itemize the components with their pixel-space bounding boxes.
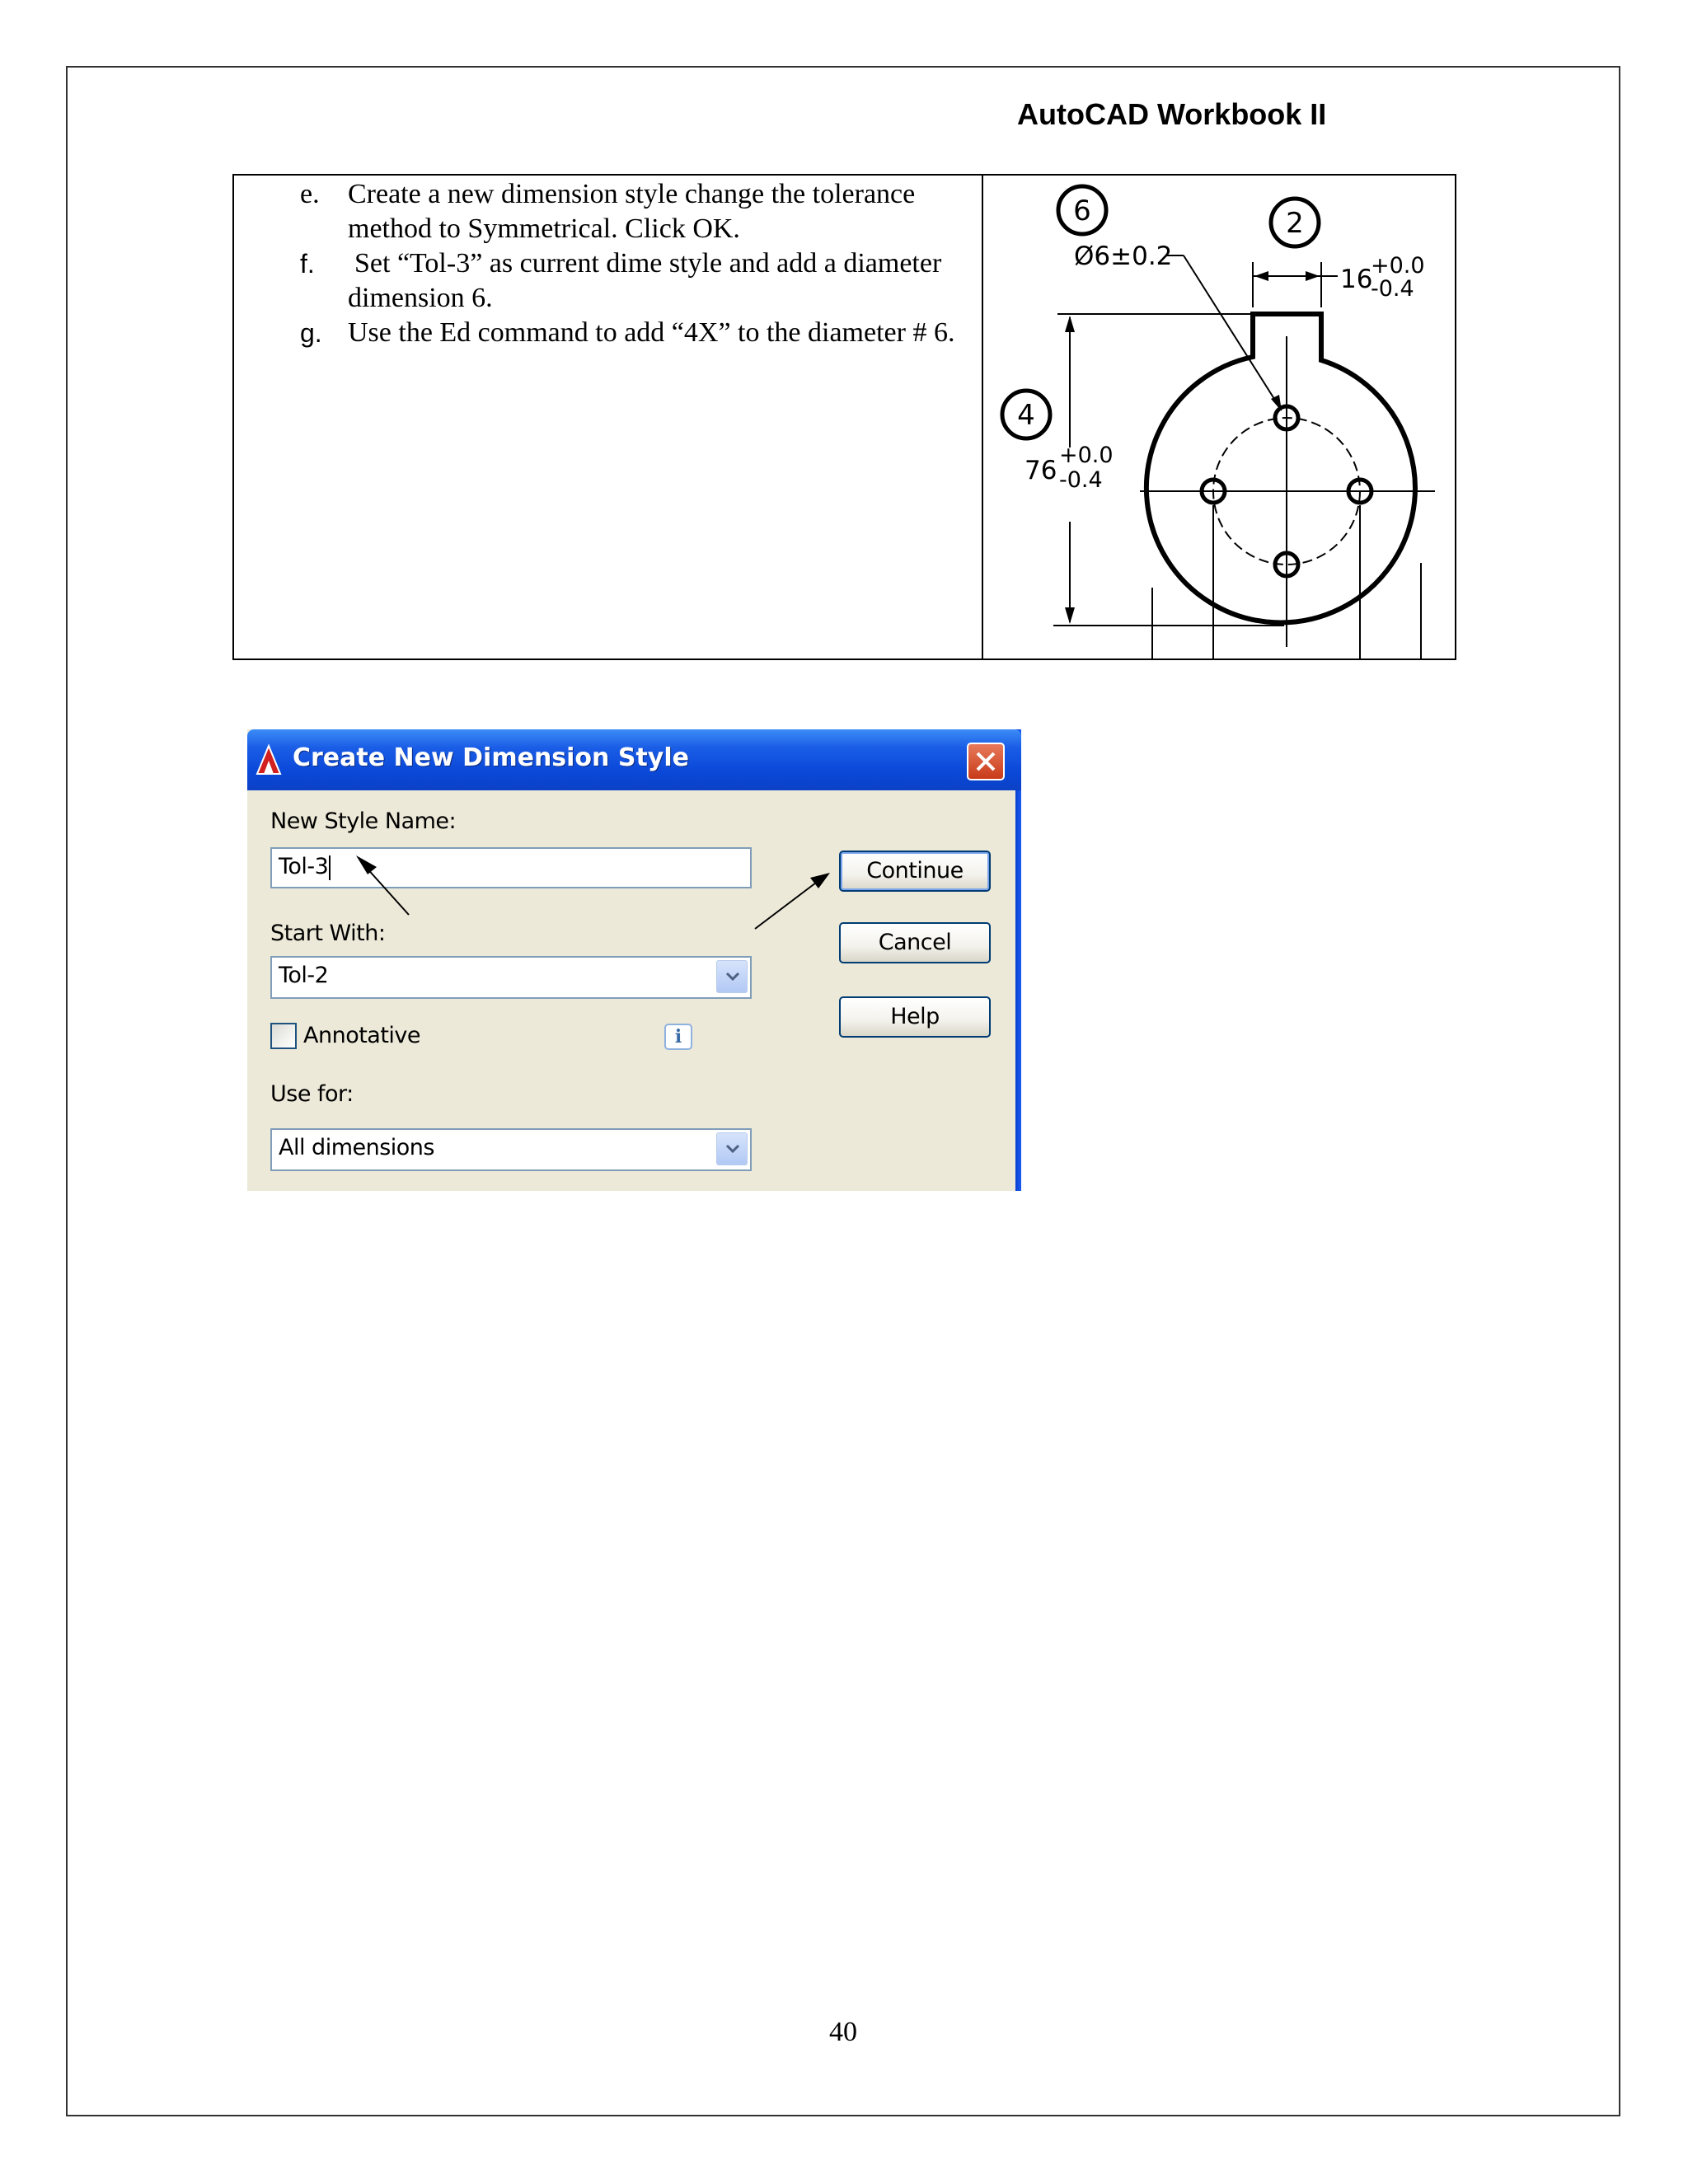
dialog-title: Create New Dimension Style [293,743,689,772]
info-icon[interactable]: i [664,1024,692,1050]
balloon-4 [1002,391,1050,438]
hole-diameter-dimension: Ø6±0.2 [1074,241,1173,271]
help-button[interactable]: Help [839,996,991,1038]
use-for-value: All dimensions [279,1135,434,1160]
annotative-label: Annotative [303,1023,421,1048]
width-tolerance-lower: -0.4 [1371,276,1414,302]
create-new-dimension-style-dialog [247,729,1021,1191]
continue-button[interactable]: Continue [839,851,991,892]
annotation-arrows [247,729,1021,1191]
step-letter: g. [300,318,322,348]
workbook-title: AutoCAD Workbook II [1017,97,1327,131]
step-letter: e. [300,179,320,209]
new-style-name-value: Tol-3 [279,854,329,879]
step-letter: f. [300,249,315,279]
balloon-2 [1271,199,1319,246]
height-dimension-value: 76 [1025,456,1057,485]
cancel-button[interactable]: Cancel [839,922,991,963]
new-style-name-label: New Style Name: [270,808,457,834]
part-drawing [983,176,1455,658]
start-with-value: Tol-2 [279,963,329,988]
width-tolerance-upper: +0.0 [1371,253,1425,279]
step-text: Set “Tol-3” as current dime style and add a diameter dimension 6. [348,248,942,313]
step-text: Create a new dimension style change the tolerance method to Symmetrical. Click OK. [348,179,916,244]
svg-text:4: 4 [1017,399,1035,432]
height-tolerance-lower: -0.4 [1059,467,1103,493]
use-for-label: Use for: [270,1081,354,1107]
instruction-table [232,174,1456,660]
arrow-to-continue [755,873,830,929]
start-with-label: Start With: [270,921,386,946]
width-dimension-value: 16 [1340,265,1373,294]
technical-drawing [983,176,1455,658]
svg-text:2: 2 [1286,207,1304,240]
height-tolerance-upper: +0.0 [1059,443,1114,468]
balloon-6 [1058,186,1106,234]
svg-text:6: 6 [1073,194,1091,227]
arrow-to-style-name [356,855,409,915]
step-text: Use the Ed command to add “4X” to the diameter # 6. [348,317,955,348]
page-number: 40 [829,2017,857,2047]
